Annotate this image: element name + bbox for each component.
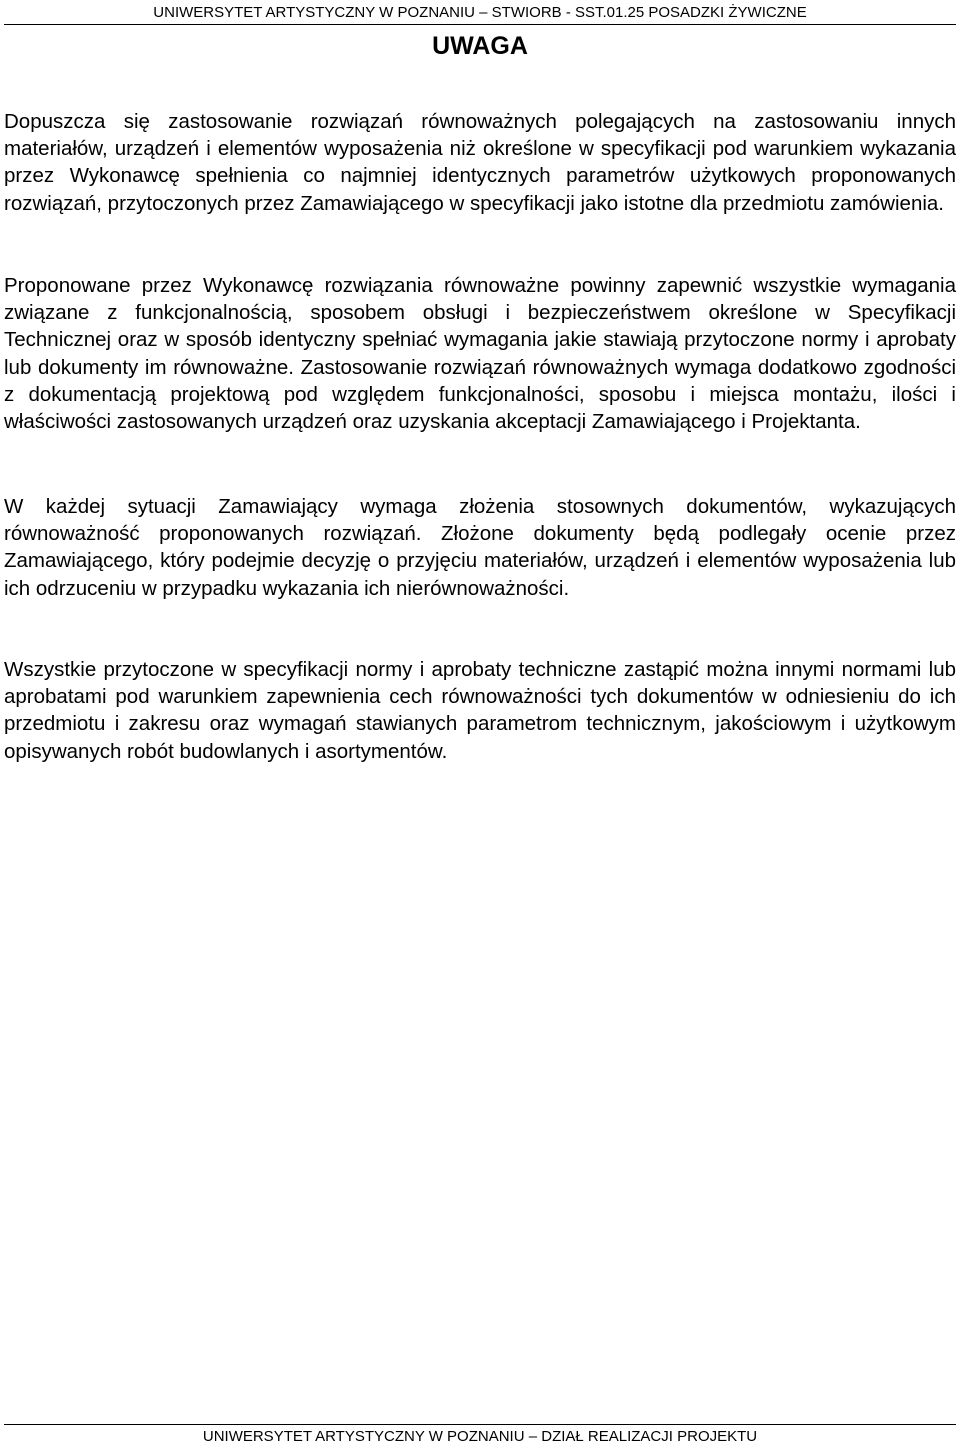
page-footer: UNIWERSYTET ARTYSTYCZNY W POZNANIU – DZIAŁ REALIZACJI PROJEKTU	[202, 1428, 758, 1445]
page-header: UNIWERSYTET ARTYSTYCZNY W POZNANIU – STWIORB - SST.01.25 POSADZKI ŻYWICZNE	[153, 4, 807, 21]
page-title: UWAGA	[432, 32, 528, 60]
header-divider	[4, 24, 956, 25]
paragraph-documents: W każdej sytuacji Zamawiający wymaga złożenia stosownych dokumentów, wykazujących równoważność proponowanych rozwiązań. Złożone dokumenty będą podlegały ocenie przez Zamawiającego, który podejmie decyzję o przyjęciu materiałów, urządzeń i elementów wyposażenia lub ich odrzuceniu w przypadku wykazania ich nierównoważności.	[4, 495, 956, 600]
footer-divider	[4, 1424, 956, 1425]
paragraph-standards: Wszystkie przytoczone w specyfikacji normy i aprobaty techniczne zastąpić można innymi normami lub aprobatami pod warunkiem zapewnienia cech równoważności tych dokumentów w odniesieniu do ich przedmiotu i zakresu oraz wymagań stawianych parametrom technicznym, jakościowym i użytkowym opisywanych robót budowlanych i asortymentów.	[4, 658, 956, 763]
paragraph-requirements: Proponowane przez Wykonawcę rozwiązania równoważne powinny zapewnić wszystkie wymagania związane z funkcjonalnością, sposobem obsługi i bezpieczeństwem określone w Specyfikacji Technicznej oraz w sposób identyczny spełniać wymagania jakie stawiają przytoczone normy i aprobaty lub dokumenty im równoważne. Zastosowanie rozwiązań równoważnych wymaga dodatkowo zgodności z dokumentacją projektową pod względem funkcjonalności, sposobu i miejsca montażu, ilości i właściwości zastosowanych urządzeń oraz uzyskania akceptacji Zamawiającego i Projektanta.	[4, 274, 956, 434]
paragraph-equivalent-solutions: Dopuszcza się zastosowanie rozwiązań równoważnych polegających na zastosowaniu innych materiałów, urządzeń i elementów wyposażenia niż określone w specyfikacji pod warunkiem wykazania przez Wykonawcę spełnienia co najmniej identycznych parametrów użytkowych proponowanych rozwiązań, przytoczonych przez Zamawiającego w specyfikacji jako istotne dla przedmiotu zamówienia.	[4, 110, 956, 215]
